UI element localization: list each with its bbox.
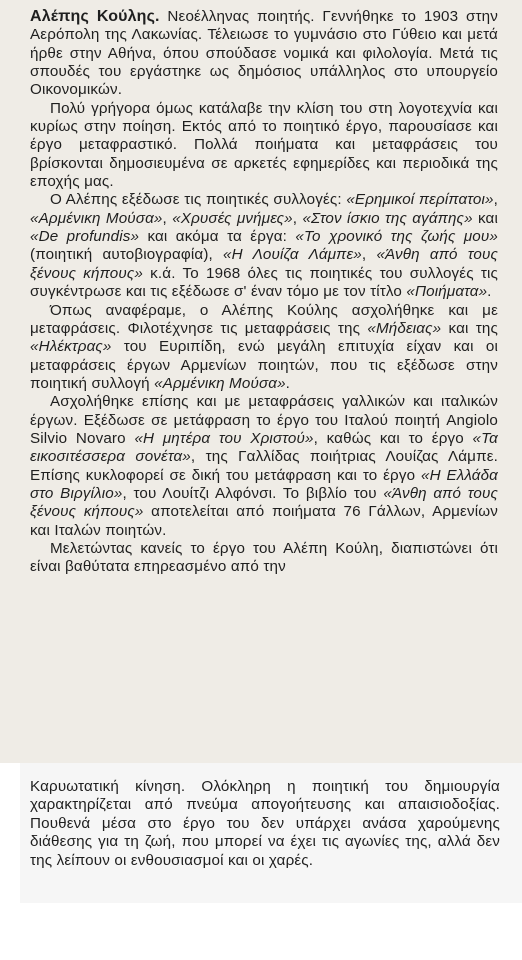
work-title: «Αρμένικη Μούσα»	[30, 209, 163, 227]
continuation-block	[30, 778, 500, 870]
intro-text: Νεοέλληνας ποιητής. Γεννήθηκε το 1903 στην Αερόπολη της Λακωνίας. Τέλειωσε το γυμνάσιο στο Γύθειο και μετά ήρθε στην Αθήνα, όπου σπούδασε νομικά και φιλολογία. Μετά τις σπουδές του εργάστηκε ως δημόσιος υπάλληλος στο υπουργείο Οικονομικών.	[30, 8, 498, 99]
text-span: , καθώς και το έργο	[313, 429, 473, 447]
text-span: κ.ά. Το 1968 όλες τις ποιητικές του συλλογές τις συγκέντρωσε και τις εξέδωσε σ' έναν τόμο με τον τίτλο	[30, 264, 499, 301]
text-span: αποτελείται από ποιήματα 76 Γάλλων, Αρμενίων και Ιταλών ποιητών.	[30, 503, 498, 539]
work-title: «Το χρονικό της ζωής μου»	[295, 228, 498, 246]
work-title: «Ερημικοί περίπατοι»	[346, 191, 494, 209]
work-title: «Η μητέρα του Χριστού»	[134, 429, 314, 447]
text-span: .	[487, 283, 492, 301]
text-span: Όπως αναφέραμε, ο Αλέπης Κούλης ασχολήθηκε και με μεταφράσεις. Φιλοτέχνησε τις μεταφράσεις της	[30, 301, 498, 337]
work-title: «Ποιήματα»	[406, 283, 488, 301]
text-span: .	[285, 374, 291, 392]
work-title: «Στον ίσκιο της αγάπης»	[302, 209, 473, 227]
text-span: και ακόμα τα έργα:	[139, 228, 296, 246]
paragraph-4	[30, 302, 498, 394]
text-span: (ποιητική αυτοβιογραφία),	[30, 246, 224, 264]
work-title: «Χρυσές μνήμες»	[172, 209, 293, 227]
text-span: , της Γαλλίδας ποιήτριας Λουίζας Λάμπε. Επίσης κυκλοφορεί σε δική του μετάφραση και το έργο	[30, 448, 498, 484]
paragraph-2: Πολύ γρήγορα όμως κατάλαβε την κλίση του στη λογοτεχνία και κυρίως στην ποίηση. Εκτός από το ποιητικό έργο, παρουσίασε και έργο μεταφραστικό. Πολλά ποιήματα και μεταφράσεις του βρίσκονται δημοσιευμένα σε αρκετές εφημερίδες και περιοδικά της εποχής μας.	[30, 99, 498, 191]
text-span: και	[472, 209, 498, 227]
text-span: ,	[493, 191, 499, 209]
text-span: ,	[162, 209, 173, 227]
work-title: «Η Λουίζα Λάμπε»	[223, 246, 362, 264]
work-title: «Αρμένικη Μούσα»	[154, 374, 286, 392]
text-span: Ασχολήθηκε επίσης και με μεταφράσεις γαλλικών και ιταλικών έργων. Εξέδωσε σε μετάφραση το έργο του Ιταλού ποιητή Angiolo Silvio Novaro	[30, 393, 498, 447]
text-span: ,	[292, 209, 303, 227]
work-title: «Άνθη από τους ξένους κήπους»	[30, 246, 498, 282]
work-title: «Η Ελλάδα στο Βιργίλιο»	[30, 466, 498, 502]
article-body	[30, 8, 498, 577]
paragraph-7: Καρυωτατική κίνηση. Ολόκληρη η ποιητική του δημιουργία χαρακτηρίζεται από πνεύμα απογοήτευσης και απαισιοδοξίας. Πουθενά μέσα στο έργο του δεν υπάρχει ανάσα χαρούμενης διάθεσης για τη ζωή, που μπορεί να έχει τις αγωνίες της, αλλά δεν της λείπουν οι ενθουσιασμοί και οι χαρές.	[30, 778, 500, 869]
paragraph-3	[30, 191, 498, 301]
work-title: «Μήδειας»	[367, 319, 442, 337]
work-title: «Άνθη από τους ξένους κήπους»	[30, 484, 498, 521]
text-span: και της	[441, 319, 498, 337]
paragraph-6: Μελετώντας κανείς το έργο του Αλέπη Κούλη, διαπιστώνει ότι είναι βαθύτατα επηρεασμένο από την	[30, 539, 498, 576]
text-span: του Ευριπίδη, ενώ μεγάλη επιτυχία είχαν και οι μεταφράσεις έργων Αρμενίων ποιητών, που τις εξέδωσε στην ποιητική συλλογή	[30, 338, 498, 392]
work-title: «Ηλέκτρας»	[30, 338, 112, 356]
text-span: , του Λουίτζι Αλφόνσι. Το βιβλίο του	[122, 484, 384, 502]
work-title: «Τα εικοσιτέσσερα σονέτα»	[30, 429, 498, 466]
paragraph-intro	[30, 8, 498, 100]
entry-title: Αλέπης Κούλης.	[30, 8, 160, 25]
work-title: «De profundis»	[30, 228, 140, 246]
paragraph-5	[30, 393, 498, 540]
text-span: Ο Αλέπης εξέδωσε τις ποιητικές συλλογές:	[50, 191, 347, 209]
text-span: ,	[361, 246, 377, 264]
